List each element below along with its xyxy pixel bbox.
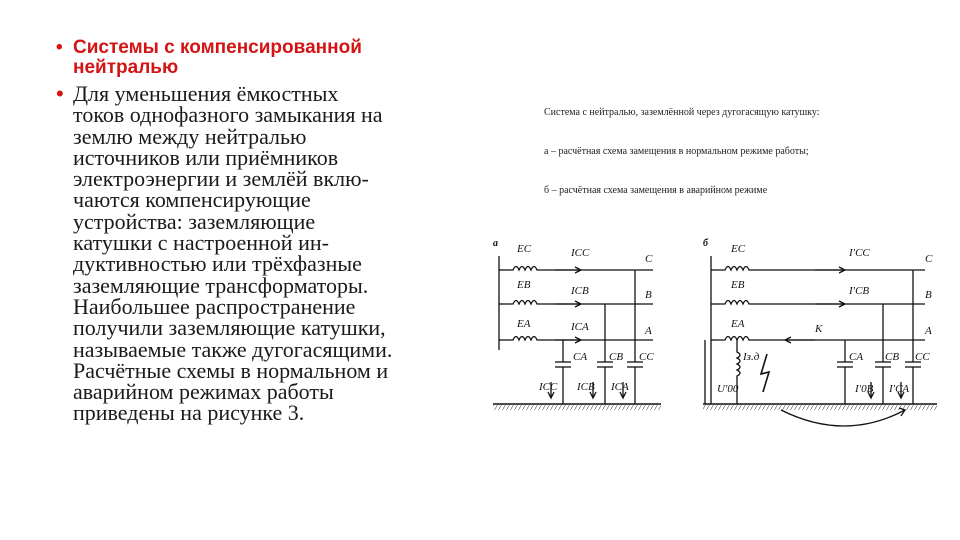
label-ea: EA [517, 318, 531, 330]
label-phase-b: B [645, 289, 652, 301]
heading-text: Системы с компенсированной нейтралью [73, 37, 362, 78]
figure-caption-title: Система с нейтралью, заземлённой через дугогасящую катушку: [544, 107, 820, 118]
label-cb: CB [885, 351, 900, 363]
label-phase-c: C [645, 253, 653, 265]
return-current-curve [781, 408, 905, 426]
label-ea: EA [731, 318, 745, 330]
label-u00: U′00 [717, 383, 739, 395]
label-iz: Iз.д [743, 351, 760, 363]
label-cc: CC [639, 351, 654, 363]
body-line: Наибольшее распространение [73, 293, 356, 319]
body-line: токов однофазного замыкания на [73, 102, 383, 128]
bullet-list [56, 38, 466, 424]
label-ic-a: ICA [611, 381, 629, 393]
body-line: заземляющие трансформаторы. [73, 272, 369, 298]
figure-caption-b: б – расчётная схема замещения в аварийном режиме [544, 185, 768, 196]
body-line: источников или приёмников [73, 144, 339, 170]
arrow-icb-b [815, 301, 845, 307]
label-icc-prime: I′CC [849, 247, 870, 259]
label-ic-c: ICC [539, 381, 558, 393]
body-line: чаются компенсирующие [73, 187, 311, 213]
label-ica-prime: I′CA [889, 383, 910, 395]
label-ica: ICA [571, 321, 589, 333]
body-line: Для уменьшения ёмкостных [73, 81, 339, 106]
label-phase-c: C [925, 253, 933, 265]
label-phase-a: A [645, 325, 652, 337]
bullet-heading [56, 38, 466, 78]
label-phase-b: B [925, 289, 932, 301]
bullet-marker: • [56, 37, 63, 58]
arrow-icc-b [815, 267, 845, 273]
capacitor-ca [837, 362, 853, 404]
label-icb-prime: I′CB [849, 285, 870, 297]
body-line: землю между нейтралью [73, 123, 307, 149]
label-icc: ICC [571, 247, 590, 259]
body-line: называемые также дугогасящими. [73, 336, 393, 362]
arrow-icb [555, 301, 581, 307]
capacitor-ca [555, 362, 571, 404]
figure-caption-a: а – расчётная схема замещения в нормальном режиме работы; [544, 146, 809, 157]
bullet-marker: • [56, 81, 64, 106]
arrow-ica [555, 337, 581, 343]
ground-hatch-b [703, 405, 937, 410]
label-eb: EB [731, 279, 745, 291]
label-k: K [815, 323, 823, 335]
label-eb: EB [517, 279, 531, 291]
label-cc: CC [915, 351, 930, 363]
circuit-diagram [485, 232, 945, 442]
label-ec: EC [517, 243, 532, 255]
body-line: аварийном режимах работы [73, 379, 334, 405]
phase-line-a [717, 337, 925, 341]
label-phase-a: A [925, 325, 932, 337]
bullet-body [56, 83, 466, 424]
label-icb: ICB [571, 285, 589, 297]
label-ic-b: ICB [577, 381, 595, 393]
label-i0b: I′0B [855, 383, 874, 395]
body-line: катушки с настроенной ин- [73, 230, 329, 256]
ground-hatch-a [493, 405, 661, 410]
body-line: приведены на рисунке 3. [73, 400, 305, 426]
schematic-a-labels [516, 243, 654, 393]
arrow-icc [555, 267, 581, 273]
body-line: электроэнергии и землёй вклю- [73, 166, 369, 192]
label-cb: CB [609, 351, 624, 363]
body-line: Расчётные схемы в нормальном и [73, 357, 389, 383]
capacitor-cc [627, 362, 643, 404]
body-line: получили заземляющие катушки, [73, 315, 386, 341]
label-ec: EC [731, 243, 746, 255]
body-line: устройства: заземляющие [73, 208, 316, 234]
schematic-b-labels [717, 243, 933, 395]
schematic-b-tag: б [703, 238, 708, 249]
arrow-k [785, 337, 815, 343]
schematic-a-tag: а [493, 238, 498, 249]
fault-arc-icon [761, 354, 769, 392]
body-line: дуктивностью или трёхфазные [73, 251, 362, 277]
label-ca: CA [849, 351, 864, 363]
label-ca: CA [573, 351, 588, 363]
